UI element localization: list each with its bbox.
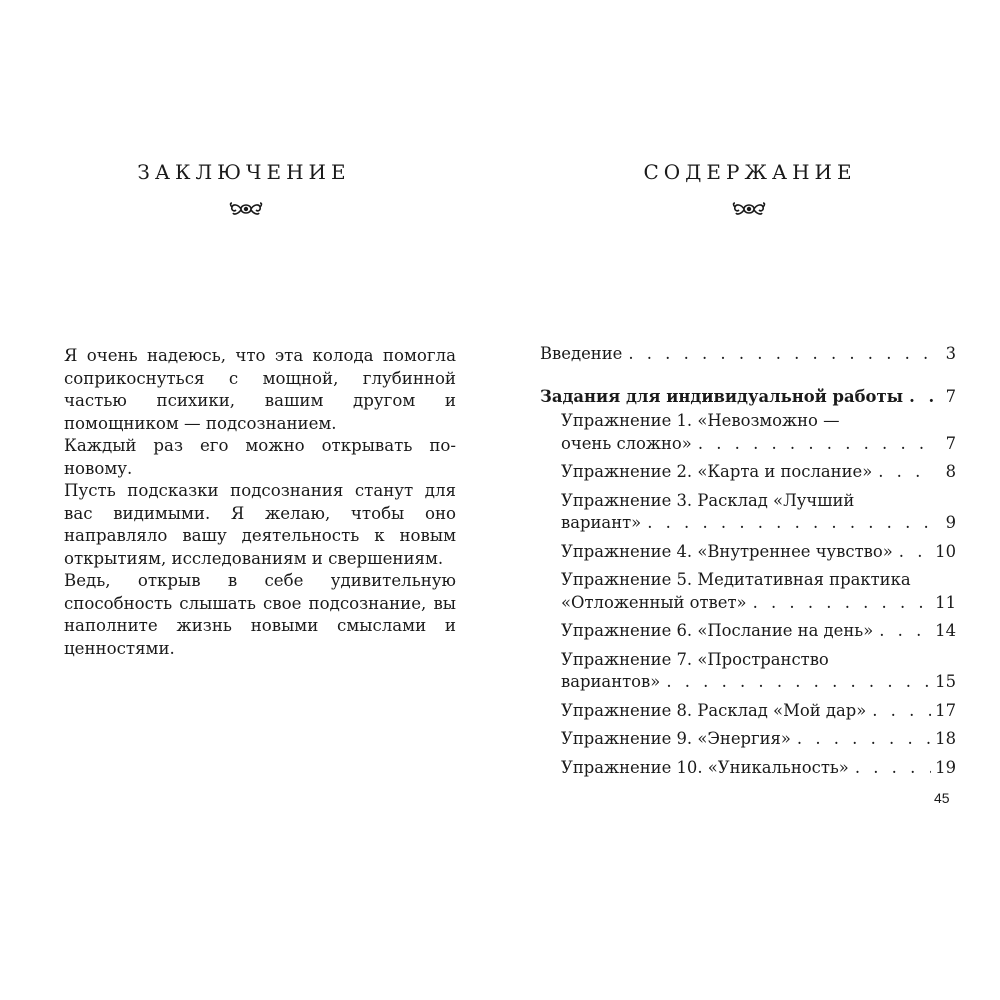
toc-entry-exercise-2[interactable] — [540, 461, 956, 484]
toc-leader-dots — [878, 461, 934, 484]
toc-leader-dots — [872, 700, 931, 723]
toc-page-number: 7 — [945, 386, 956, 406]
toc-page-number: 8 — [945, 462, 956, 481]
toc-leader-dots — [753, 592, 932, 615]
toc-page-number: 11 — [935, 592, 956, 612]
paragraph-1: Я очень надеюсь, что эта колода помогла соприкоснуться с мощной, глубинной частью психики, вашим другом и помощником — подсознанием. — [64, 346, 456, 433]
paragraph-3: Пусть подсказки подсознания станут для вас видимыми. Я желаю, чтобы оно направляло вашу деятельность к новым открытиям, исследованиям и свершениям. — [64, 481, 456, 568]
toc-leader-dots — [855, 757, 931, 780]
toc-entry-title: Введение — [540, 344, 623, 363]
toc-leader-dots — [628, 343, 934, 366]
toc-page-number: 17 — [935, 700, 956, 720]
toc-entry-exercise-9[interactable] — [540, 728, 956, 751]
ornament-flourish-icon — [732, 200, 766, 218]
toc-page-number: 9 — [945, 513, 956, 532]
toc-leader-dots — [698, 433, 934, 456]
toc-leader-dots — [797, 728, 931, 751]
toc-page-number: 15 — [935, 672, 956, 691]
toc-page-number: 3 — [945, 344, 956, 363]
toc-entry-title: Упражнение 8. Расклад «Мой дар» — [561, 700, 867, 720]
conclusion-body — [64, 345, 456, 660]
toc-page-number: 10 — [935, 541, 956, 561]
page-number: 45 — [934, 790, 950, 806]
toc-entry-title-line1: Упражнение 5. Медитативная практика — [561, 570, 911, 589]
toc-page-number: 14 — [935, 621, 956, 640]
toc-page-number: 19 — [935, 757, 956, 777]
toc-leader-dots — [666, 671, 931, 694]
toc-entry-title-line1: Упражнение 1. «Невозможно — — [561, 411, 840, 430]
page-heading-conclusion: ЗАКЛЮЧЕНИЕ — [137, 160, 351, 184]
toc-entry-title: Упражнение 6. «Послание на день» — [561, 621, 874, 640]
toc-entry-title: Упражнение 4. «Внутреннее чувство» — [561, 541, 893, 561]
toc-entry-exercise-1[interactable] — [540, 410, 956, 455]
paragraph-4: Ведь, открыв в себе удивительную способность слышать свое подсознание, вы наполните жизнь новыми смыслами и ценностями. — [64, 571, 456, 658]
toc-leader-dots — [879, 620, 931, 643]
toc-entry-exercise-5[interactable] — [540, 569, 956, 614]
toc-leader-dots — [899, 541, 931, 564]
paragraph-2: Каждый раз его можно открывать по-новому. — [64, 436, 456, 478]
toc-entry-title: Упражнение 9. «Энергия» — [561, 729, 791, 748]
toc-entry-exercise-4[interactable] — [540, 541, 956, 564]
toc-entry-title: очень сложно» — [561, 433, 692, 453]
toc-entry-intro[interactable] — [540, 343, 956, 366]
toc-entry-title-line1: Упражнение 7. «Пространство — [561, 649, 829, 669]
toc-leader-dots — [909, 386, 934, 409]
toc-page-number: 18 — [935, 729, 956, 748]
toc-entry-exercise-7[interactable] — [540, 649, 956, 694]
toc-entry-exercise-6[interactable] — [540, 620, 956, 643]
toc-entry-title-line1: Упражнение 3. Расклад «Лучший — [561, 490, 855, 510]
toc-leader-dots — [647, 512, 934, 535]
toc-page-number: 7 — [945, 433, 956, 453]
toc-entry-title: Упражнение 2. «Карта и послание» — [561, 462, 873, 481]
toc-entry-title: Упражнение 10. «Уникальность» — [561, 757, 849, 777]
toc-exercise-list — [540, 410, 956, 779]
toc-entry-exercise-10[interactable] — [540, 757, 956, 780]
toc-entry-title: вариантов» — [561, 672, 661, 691]
table-of-contents — [540, 343, 956, 779]
toc-entry-exercise-8[interactable] — [540, 700, 956, 723]
toc-entry-title: «Отложенный ответ» — [561, 592, 747, 612]
ornament-flourish-icon — [229, 200, 263, 218]
page-heading-contents: СОДЕРЖАНИЕ — [643, 160, 857, 184]
toc-entry-exercise-3[interactable] — [540, 490, 956, 535]
toc-section-individual-work[interactable] — [540, 386, 956, 409]
toc-entry-title: вариант» — [561, 513, 642, 532]
toc-section-title: Задания для индивидуальной работы — [540, 386, 904, 406]
